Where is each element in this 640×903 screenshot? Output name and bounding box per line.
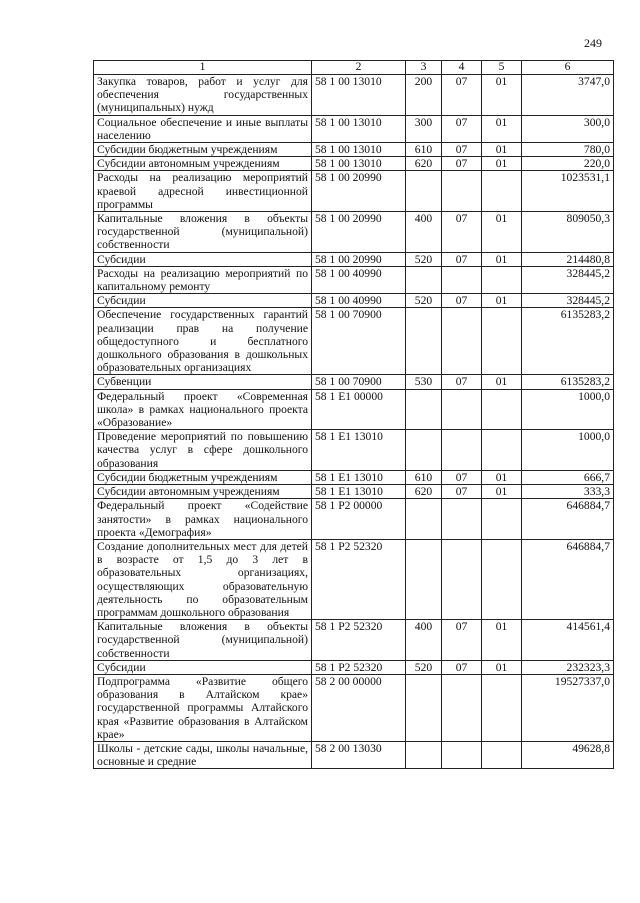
table-row xyxy=(94,741,614,768)
budget-code-cell: 58 1 00 20990 xyxy=(312,171,406,212)
budget-code-cell: 58 1 E1 13010 xyxy=(312,485,406,499)
section-cell: 07 xyxy=(442,294,482,308)
amount-cell: 809050,3 xyxy=(522,212,614,253)
subsection-cell xyxy=(482,539,522,619)
table-row xyxy=(94,212,614,253)
section-cell xyxy=(442,430,482,471)
row-name-cell: Социальное обеспечение и иные выплаты населению xyxy=(94,115,312,142)
column-header: 5 xyxy=(482,61,522,75)
page-number: 249 xyxy=(584,36,602,50)
row-name-cell: Субсидии xyxy=(94,660,312,674)
row-name-cell: Субсидии xyxy=(94,294,312,308)
row-name-cell: Капитальные вложения в объекты государственной (муниципальной) собственности xyxy=(94,620,312,661)
expense-type-cell: 610 xyxy=(406,143,442,157)
table-row xyxy=(94,252,614,266)
budget-code-cell: 58 2 00 00000 xyxy=(312,674,406,741)
budget-code-cell: 58 1 00 40990 xyxy=(312,294,406,308)
table-row xyxy=(94,660,614,674)
expense-type-cell: 520 xyxy=(406,252,442,266)
expense-type-cell xyxy=(406,539,442,619)
row-name-cell: Создание дополнительных мест для детей в возрасте от 1,5 до 3 лет в образовательных организациях, осуществляющих образовательную деятельность по образовательным программам дошкольного образования xyxy=(94,539,312,619)
amount-cell: 646884,7 xyxy=(522,499,614,540)
row-name-cell: Федеральный проект «Содействие занятости» в рамках национального проекта «Демография» xyxy=(94,499,312,540)
budget-code-cell: 58 1 E1 13010 xyxy=(312,470,406,484)
subsection-cell xyxy=(482,389,522,430)
expense-type-cell: 400 xyxy=(406,620,442,661)
section-cell: 07 xyxy=(442,115,482,142)
section-cell xyxy=(442,499,482,540)
column-header: 4 xyxy=(442,61,482,75)
section-cell xyxy=(442,741,482,768)
table-row xyxy=(94,430,614,471)
amount-cell: 414561,4 xyxy=(522,620,614,661)
amount-cell: 780,0 xyxy=(522,143,614,157)
budget-code-cell: 58 2 00 13030 xyxy=(312,741,406,768)
subsection-cell: 01 xyxy=(482,660,522,674)
amount-cell: 300,0 xyxy=(522,115,614,142)
amount-cell: 328445,2 xyxy=(522,266,614,293)
subsection-cell: 01 xyxy=(482,75,522,116)
amount-cell: 646884,7 xyxy=(522,539,614,619)
column-header: 6 xyxy=(522,61,614,75)
subsection-cell: 01 xyxy=(482,252,522,266)
expense-type-cell xyxy=(406,741,442,768)
section-cell: 07 xyxy=(442,75,482,116)
amount-cell: 214480,8 xyxy=(522,252,614,266)
section-cell xyxy=(442,389,482,430)
subsection-cell xyxy=(482,499,522,540)
budget-code-cell: 58 1 00 13010 xyxy=(312,157,406,171)
subsection-cell: 01 xyxy=(482,470,522,484)
section-cell: 07 xyxy=(442,485,482,499)
subsection-cell: 01 xyxy=(482,485,522,499)
expense-type-cell: 520 xyxy=(406,660,442,674)
expense-type-cell xyxy=(406,430,442,471)
expense-type-cell xyxy=(406,499,442,540)
table-row xyxy=(94,75,614,116)
header-row xyxy=(94,61,614,75)
section-cell xyxy=(442,266,482,293)
subsection-cell: 01 xyxy=(482,143,522,157)
expense-type-cell xyxy=(406,389,442,430)
table-row xyxy=(94,539,614,619)
section-cell xyxy=(442,171,482,212)
subsection-cell: 01 xyxy=(482,294,522,308)
expense-type-cell: 620 xyxy=(406,485,442,499)
amount-cell: 232323,3 xyxy=(522,660,614,674)
column-header: 2 xyxy=(312,61,406,75)
budget-code-cell: 58 1 E1 00000 xyxy=(312,389,406,430)
table-row xyxy=(94,375,614,389)
amount-cell: 666,7 xyxy=(522,470,614,484)
subsection-cell xyxy=(482,266,522,293)
column-header: 1 xyxy=(94,61,312,75)
expense-type-cell: 200 xyxy=(406,75,442,116)
budget-table xyxy=(93,60,614,769)
row-name-cell: Школы - детские сады, школы начальные, основные и средние xyxy=(94,741,312,768)
budget-code-cell: 58 1 00 13010 xyxy=(312,75,406,116)
section-cell xyxy=(442,308,482,375)
budget-code-cell: 58 1 00 40990 xyxy=(312,266,406,293)
table-row xyxy=(94,308,614,375)
budget-code-cell: 58 1 00 70900 xyxy=(312,375,406,389)
section-cell: 07 xyxy=(442,375,482,389)
budget-code-cell: 58 1 P2 52320 xyxy=(312,660,406,674)
subsection-cell xyxy=(482,430,522,471)
table-row xyxy=(94,620,614,661)
amount-cell: 1000,0 xyxy=(522,430,614,471)
row-name-cell: Капитальные вложения в объекты государственной (муниципальной) собственности xyxy=(94,212,312,253)
budget-code-cell: 58 1 00 70900 xyxy=(312,308,406,375)
expense-type-cell: 520 xyxy=(406,294,442,308)
row-name-cell: Субсидии xyxy=(94,252,312,266)
table-row xyxy=(94,171,614,212)
expense-type-cell: 610 xyxy=(406,470,442,484)
amount-cell: 220,0 xyxy=(522,157,614,171)
table-row xyxy=(94,674,614,741)
row-name-cell: Расходы на реализацию мероприятий краевой адресной инвестиционной программы xyxy=(94,171,312,212)
expense-type-cell xyxy=(406,674,442,741)
budget-code-cell: 58 1 00 13010 xyxy=(312,115,406,142)
row-name-cell: Подпрограмма «Развитие общего образования в Алтайском крае» государственной программы Алтайского края «Развитие образования в Алтайском крае» xyxy=(94,674,312,741)
budget-code-cell: 58 1 E1 13010 xyxy=(312,430,406,471)
subsection-cell xyxy=(482,741,522,768)
expense-type-cell: 400 xyxy=(406,212,442,253)
table-row xyxy=(94,499,614,540)
table-row xyxy=(94,389,614,430)
section-cell: 07 xyxy=(442,252,482,266)
expense-type-cell xyxy=(406,266,442,293)
row-name-cell: Закупка товаров, работ и услуг для обеспечения государственных (муниципальных) нужд xyxy=(94,75,312,116)
row-name-cell: Субсидии бюджетным учреждениям xyxy=(94,143,312,157)
amount-cell: 1023531,1 xyxy=(522,171,614,212)
section-cell: 07 xyxy=(442,212,482,253)
subsection-cell: 01 xyxy=(482,375,522,389)
column-header: 3 xyxy=(406,61,442,75)
expense-type-cell: 530 xyxy=(406,375,442,389)
budget-code-cell: 58 1 P2 52320 xyxy=(312,620,406,661)
section-cell: 07 xyxy=(442,157,482,171)
budget-code-cell: 58 1 00 20990 xyxy=(312,212,406,253)
row-name-cell: Субсидии автономным учреждениям xyxy=(94,157,312,171)
row-name-cell: Федеральный проект «Современная школа» в рамках национального проекта «Образование» xyxy=(94,389,312,430)
expense-type-cell: 300 xyxy=(406,115,442,142)
table-row xyxy=(94,470,614,484)
budget-code-cell: 58 1 P2 52320 xyxy=(312,539,406,619)
budget-code-cell: 58 1 00 13010 xyxy=(312,143,406,157)
subsection-cell: 01 xyxy=(482,212,522,253)
amount-cell: 328445,2 xyxy=(522,294,614,308)
expense-type-cell xyxy=(406,171,442,212)
amount-cell: 49628,8 xyxy=(522,741,614,768)
subsection-cell xyxy=(482,308,522,375)
subsection-cell: 01 xyxy=(482,115,522,142)
expense-type-cell xyxy=(406,308,442,375)
budget-code-cell: 58 1 00 20990 xyxy=(312,252,406,266)
row-name-cell: Субсидии автономным учреждениям xyxy=(94,485,312,499)
row-name-cell: Обеспечение государственных гарантий реализации прав на получение общедоступного и бесплатного дошкольного образования в дошкольных образовательных организациях xyxy=(94,308,312,375)
table-row xyxy=(94,485,614,499)
section-cell: 07 xyxy=(442,470,482,484)
row-name-cell: Проведение мероприятий по повышению качества услуг в сфере дошкольного образования xyxy=(94,430,312,471)
row-name-cell: Субвенции xyxy=(94,375,312,389)
section-cell xyxy=(442,539,482,619)
row-name-cell: Субсидии бюджетным учреждениям xyxy=(94,470,312,484)
budget-code-cell: 58 1 P2 00000 xyxy=(312,499,406,540)
amount-cell: 6135283,2 xyxy=(522,375,614,389)
subsection-cell: 01 xyxy=(482,157,522,171)
amount-cell: 3747,0 xyxy=(522,75,614,116)
table-row xyxy=(94,143,614,157)
table-row xyxy=(94,157,614,171)
amount-cell: 19527337,0 xyxy=(522,674,614,741)
subsection-cell xyxy=(482,674,522,741)
subsection-cell xyxy=(482,171,522,212)
amount-cell: 333,3 xyxy=(522,485,614,499)
amount-cell: 1000,0 xyxy=(522,389,614,430)
row-name-cell: Расходы на реализацию мероприятий по капитальному ремонту xyxy=(94,266,312,293)
amount-cell: 6135283,2 xyxy=(522,308,614,375)
table-row xyxy=(94,294,614,308)
section-cell xyxy=(442,674,482,741)
expense-type-cell: 620 xyxy=(406,157,442,171)
section-cell: 07 xyxy=(442,620,482,661)
section-cell: 07 xyxy=(442,143,482,157)
table-row xyxy=(94,115,614,142)
subsection-cell: 01 xyxy=(482,620,522,661)
table-row xyxy=(94,266,614,293)
section-cell: 07 xyxy=(442,660,482,674)
